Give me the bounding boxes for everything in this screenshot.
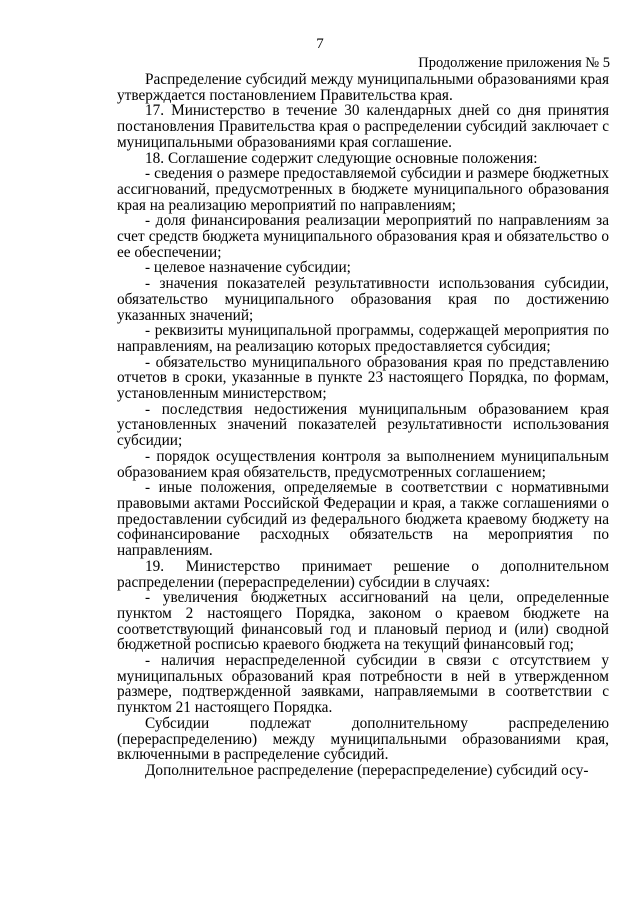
appendix-label: Продолжение приложения № 5 <box>418 55 610 71</box>
paragraph: Субсидии подлежат дополнительному распределению (перераспределению) между муниципальными образованиями края, включенными в распределение субсидий. <box>117 714 609 764</box>
paragraph: Распределение субсидий между муниципальными образованиями края утверждается постановлением Правительства края. <box>117 71 609 104</box>
paragraph: 19. Министерство принимает решение о дополнительном распределении (перераспределении) субсидии в случаях: <box>117 557 609 591</box>
list-item: - целевое назначение субсидии; <box>145 259 351 277</box>
list-item: - порядок осуществления контроля за выполнением муниципальным образованием края обязательств, предусмотренных соглашением; <box>117 447 609 481</box>
list-item: - сведения о размере предоставляемой субсидии и размере бюджетных ассигнований, предусмотренных в бюджете муниципального образования края на реализацию мероприятий по направлениям; <box>117 165 609 214</box>
paragraph: 18. Соглашение содержит следующие основные положения: <box>145 149 538 167</box>
list-item: - увеличения бюджетных ассигнований на цели, определенные пунктом 2 настоящего Порядка, законом о краевом бюджете на соответствующий финансовый год и плановый период и (или) сводной бюджетной росписью краевого бюджета на текущий финансовый год; <box>117 589 609 654</box>
list-item: - доля финансирования реализации мероприятий по направлениям за счет средств бюджета муниципального образования края и обязательство о ее обеспечении; <box>117 212 609 261</box>
page-number: 7 <box>316 36 324 52</box>
paragraph: Дополнительное распределение (перераспределение) субсидий осу- <box>145 761 589 779</box>
list-item: - последствия недостижения муниципальным образованием края установленных значений показателей результативности использования субсидии; <box>117 400 609 450</box>
paragraph: 17. Министерство в течение 30 календарных дней со дня принятия постановления Правительства края о распределении субсидий заключает с муниципальными образованиями края соглашение. <box>117 102 609 151</box>
list-item: - реквизиты муниципальной программы, содержащей мероприятия по направлениям, на реализацию которых предоставляется субсидия; <box>117 322 609 355</box>
list-item: - иные положения, определяемые в соответствии с нормативными правовыми актами Российской Федерации и края, а также соглашениями о предоставлении субсидий из федерального бюджета краевому бюджету на софинансирование расходных обязательств на мероприятия по направлениям. <box>117 479 609 560</box>
list-item: - значения показателей результативности использования субсидии, обязательство муниципального образования края по достижению указанных значений; <box>117 275 609 324</box>
document-body <box>117 72 609 779</box>
list-item: - обязательство муниципального образования края по представлению отчетов в сроки, указанные в пункте 23 настоящего Порядка, по формам, установленным министерством; <box>117 353 609 403</box>
list-item: - наличия нераспределенной субсидии в связи с отсутствием у муниципальных образований края потребности в ней в утвержденном размере, подтвержденной заявками, направляемыми в соответствии с пунктом 21 настоящего Порядка. <box>117 652 609 717</box>
